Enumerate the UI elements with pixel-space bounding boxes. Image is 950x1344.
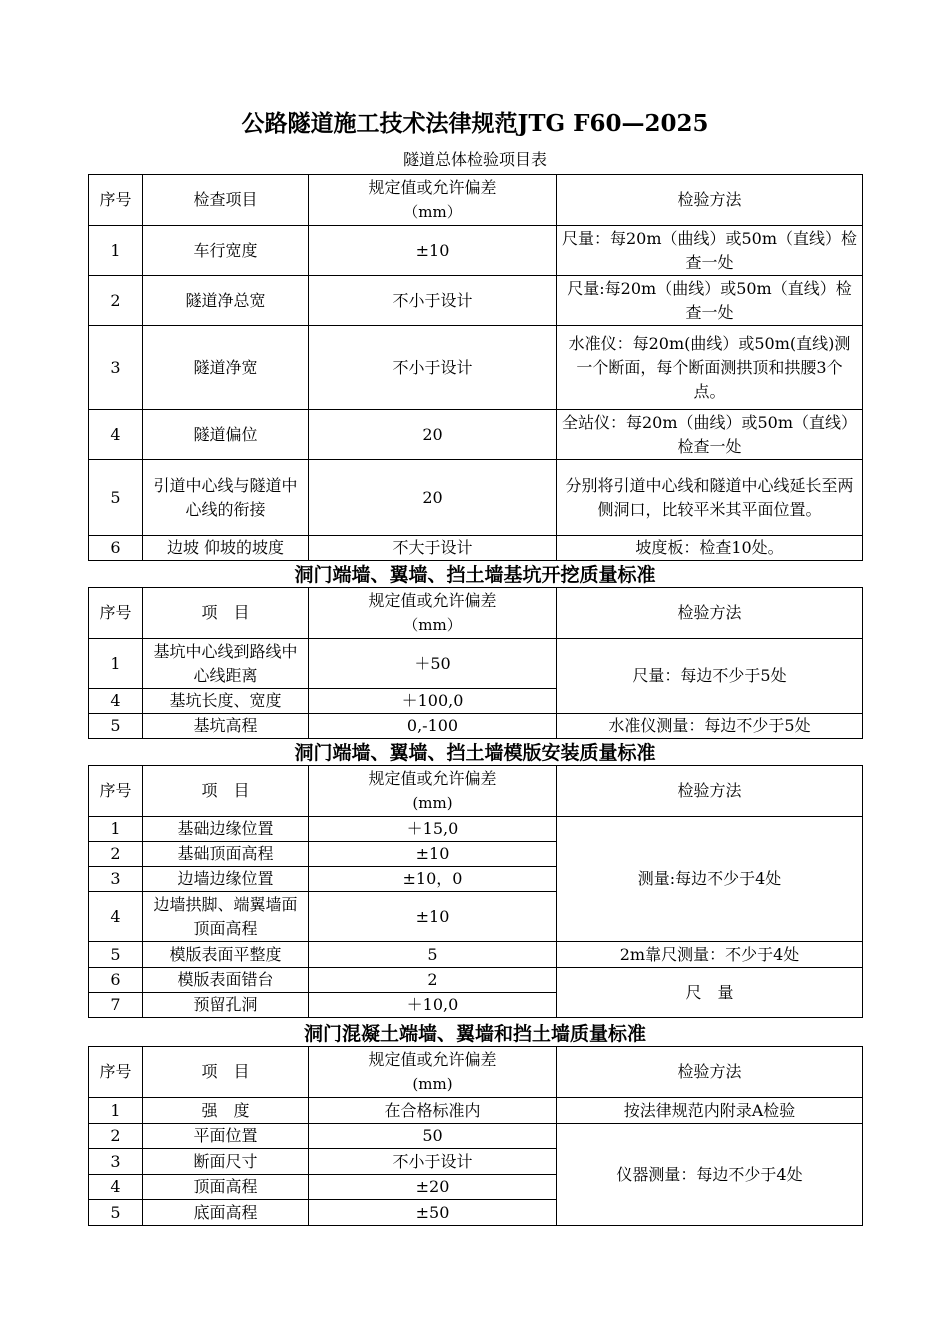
table-row	[89, 1098, 863, 1124]
item-cell: 引道中心线与隧道中心线的衔接	[143, 460, 309, 536]
item-cell: 模版表面平整度	[143, 942, 309, 968]
table-row	[89, 410, 863, 460]
header-seq: 序号	[89, 1047, 143, 1098]
tolerance-cell: ±10，0	[309, 867, 557, 892]
method-cell-merged: 仪器测量：每边不少于4处	[557, 1124, 863, 1226]
table-row	[89, 817, 863, 842]
table-row	[89, 942, 863, 968]
method-cell-merged: 尺 量	[557, 968, 863, 1018]
seq-cell: 3	[89, 867, 143, 892]
method-cell: 全站仪：每20m（曲线）或50m（直线）检查一处	[557, 410, 863, 460]
method-cell: 坡度板：检查10处。	[557, 536, 863, 561]
tolerance-cell: 不大于设计	[309, 536, 557, 561]
header-tolerance-label: 规定值或允许偏差	[368, 178, 497, 197]
seq-cell: 1	[89, 226, 143, 276]
seq-cell: 5	[89, 714, 143, 739]
section-title-excavation: 洞门端墙、翼墙、挡土墙基坑开挖质量标准	[294, 564, 656, 586]
tolerance-cell: ＋15,0	[309, 817, 557, 842]
header-tolerance-label: 规定值或允许偏差	[368, 1050, 497, 1069]
seq-cell: 2	[89, 1124, 143, 1149]
header-method: 检验方法	[557, 766, 863, 817]
item-cell: 边墙拱脚、端翼墙面顶面高程	[143, 892, 309, 942]
formwork-quality-table	[88, 765, 863, 1018]
header-tolerance	[309, 175, 557, 226]
method-cell-merged: 测量:每边不少于4处	[557, 817, 863, 942]
tolerance-cell: 2	[309, 968, 557, 993]
method-cell: 水准仪：每20m(曲线）或50m(直线)测一个断面，每个断面测拱顶和拱腰3个点。	[557, 326, 863, 410]
table-row	[89, 460, 863, 536]
item-cell: 基础顶面高程	[143, 842, 309, 867]
tolerance-cell: ＋100,0	[309, 689, 557, 714]
tolerance-cell: 20	[309, 410, 557, 460]
seq-cell: 1	[89, 639, 143, 689]
tolerance-cell: ＋10,0	[309, 993, 557, 1018]
seq-cell: 4	[89, 892, 143, 942]
item-cell: 强 度	[143, 1098, 309, 1124]
item-cell: 模版表面错台	[143, 968, 309, 993]
header-unit: (mm)	[412, 794, 453, 812]
document-title: 公路隧道施工技术法律规范JTG F60—2025	[241, 110, 709, 137]
header-item: 项 目	[143, 588, 309, 639]
seq-cell: 6	[89, 968, 143, 993]
concrete-wall-quality-table	[88, 1046, 863, 1226]
seq-cell: 5	[89, 1200, 143, 1226]
tolerance-cell: 0,-100	[309, 714, 557, 739]
item-cell: 隧道偏位	[143, 410, 309, 460]
table-row	[89, 639, 863, 689]
seq-cell: 1	[89, 817, 143, 842]
tolerance-cell: ±10	[309, 892, 557, 942]
method-cell: 尺量：每20m（曲线）或50m（直线）检查一处	[557, 226, 863, 276]
header-seq: 序号	[89, 175, 143, 226]
section-title-concrete-walls: 洞门混凝土端墙、翼墙和挡土墙质量标准	[303, 1023, 646, 1045]
table-header-row	[89, 175, 863, 226]
seq-cell: 5	[89, 460, 143, 536]
header-unit: (mm)	[412, 1075, 453, 1093]
item-cell: 车行宽度	[143, 226, 309, 276]
header-item: 检查项目	[143, 175, 309, 226]
table-row	[89, 968, 863, 993]
tunnel-inspection-table	[88, 174, 863, 561]
tolerance-cell: ±10	[309, 226, 557, 276]
item-cell: 基坑高程	[143, 714, 309, 739]
header-tolerance	[309, 766, 557, 817]
item-cell: 边墙边缘位置	[143, 867, 309, 892]
tolerance-cell: ±10	[309, 842, 557, 867]
header-item: 项 目	[143, 1047, 309, 1098]
header-tolerance	[309, 588, 557, 639]
item-cell: 断面尺寸	[143, 1149, 309, 1175]
table-row	[89, 276, 863, 326]
method-cell: 按法律规范内附录A检验	[557, 1098, 863, 1124]
seq-cell: 2	[89, 276, 143, 326]
header-item: 项 目	[143, 766, 309, 817]
table-header-row	[89, 588, 863, 639]
tolerance-cell: 不小于设计	[309, 326, 557, 410]
seq-cell: 5	[89, 942, 143, 968]
table-row	[89, 226, 863, 276]
tolerance-cell: 50	[309, 1124, 557, 1149]
table-header-row	[89, 766, 863, 817]
method-cell: 分别将引道中心线和隧道中心线延长至两侧洞口，比较平米其平面位置。	[557, 460, 863, 536]
header-unit: （mm）	[403, 203, 462, 221]
method-cell: 水准仪测量：每边不少于5处	[557, 714, 863, 739]
table-caption: 隧道总体检验项目表	[402, 150, 547, 169]
tolerance-cell: ±20	[309, 1175, 557, 1200]
seq-cell: 3	[89, 326, 143, 410]
item-cell: 基坑中心线到路线中心线距离	[143, 639, 309, 689]
section-title-formwork: 洞门端墙、翼墙、挡土墙模版安装质量标准	[294, 742, 656, 764]
table-row	[89, 714, 863, 739]
tolerance-cell: 在合格标准内	[309, 1098, 557, 1124]
item-cell: 基坑长度、宽度	[143, 689, 309, 714]
header-method: 检验方法	[557, 1047, 863, 1098]
item-cell: 平面位置	[143, 1124, 309, 1149]
header-unit: （mm）	[403, 616, 462, 634]
method-cell: 2m靠尺测量：不少于4处	[557, 942, 863, 968]
header-seq: 序号	[89, 588, 143, 639]
seq-cell: 3	[89, 1149, 143, 1175]
header-tolerance-label: 规定值或允许偏差	[368, 769, 497, 788]
item-cell: 隧道净宽	[143, 326, 309, 410]
tolerance-cell: ±50	[309, 1200, 557, 1226]
item-cell: 顶面高程	[143, 1175, 309, 1200]
table-header-row	[89, 1047, 863, 1098]
tolerance-cell: 20	[309, 460, 557, 536]
item-cell: 底面高程	[143, 1200, 309, 1226]
item-cell: 基础边缘位置	[143, 817, 309, 842]
seq-cell: 4	[89, 410, 143, 460]
tolerance-cell: ＋50	[309, 639, 557, 689]
header-tolerance	[309, 1047, 557, 1098]
seq-cell: 1	[89, 1098, 143, 1124]
tolerance-cell: 不小于设计	[309, 1149, 557, 1175]
seq-cell: 7	[89, 993, 143, 1018]
tolerance-cell: 不小于设计	[309, 276, 557, 326]
tolerance-cell: 5	[309, 942, 557, 968]
header-seq: 序号	[89, 766, 143, 817]
table-row	[89, 536, 863, 561]
item-cell: 预留孔洞	[143, 993, 309, 1018]
excavation-quality-table	[88, 587, 863, 739]
seq-cell: 2	[89, 842, 143, 867]
method-cell-merged: 尺量：每边不少于5处	[557, 639, 863, 714]
method-cell: 尺量:每20m（曲线）或50m（直线）检查一处	[557, 276, 863, 326]
header-method: 检验方法	[557, 175, 863, 226]
header-method: 检验方法	[557, 588, 863, 639]
item-cell: 边坡 仰坡的坡度	[143, 536, 309, 561]
item-cell: 隧道净总宽	[143, 276, 309, 326]
table-row	[89, 326, 863, 410]
table-row	[89, 1124, 863, 1149]
seq-cell: 4	[89, 689, 143, 714]
seq-cell: 6	[89, 536, 143, 561]
header-tolerance-label: 规定值或允许偏差	[368, 591, 497, 610]
seq-cell: 4	[89, 1175, 143, 1200]
